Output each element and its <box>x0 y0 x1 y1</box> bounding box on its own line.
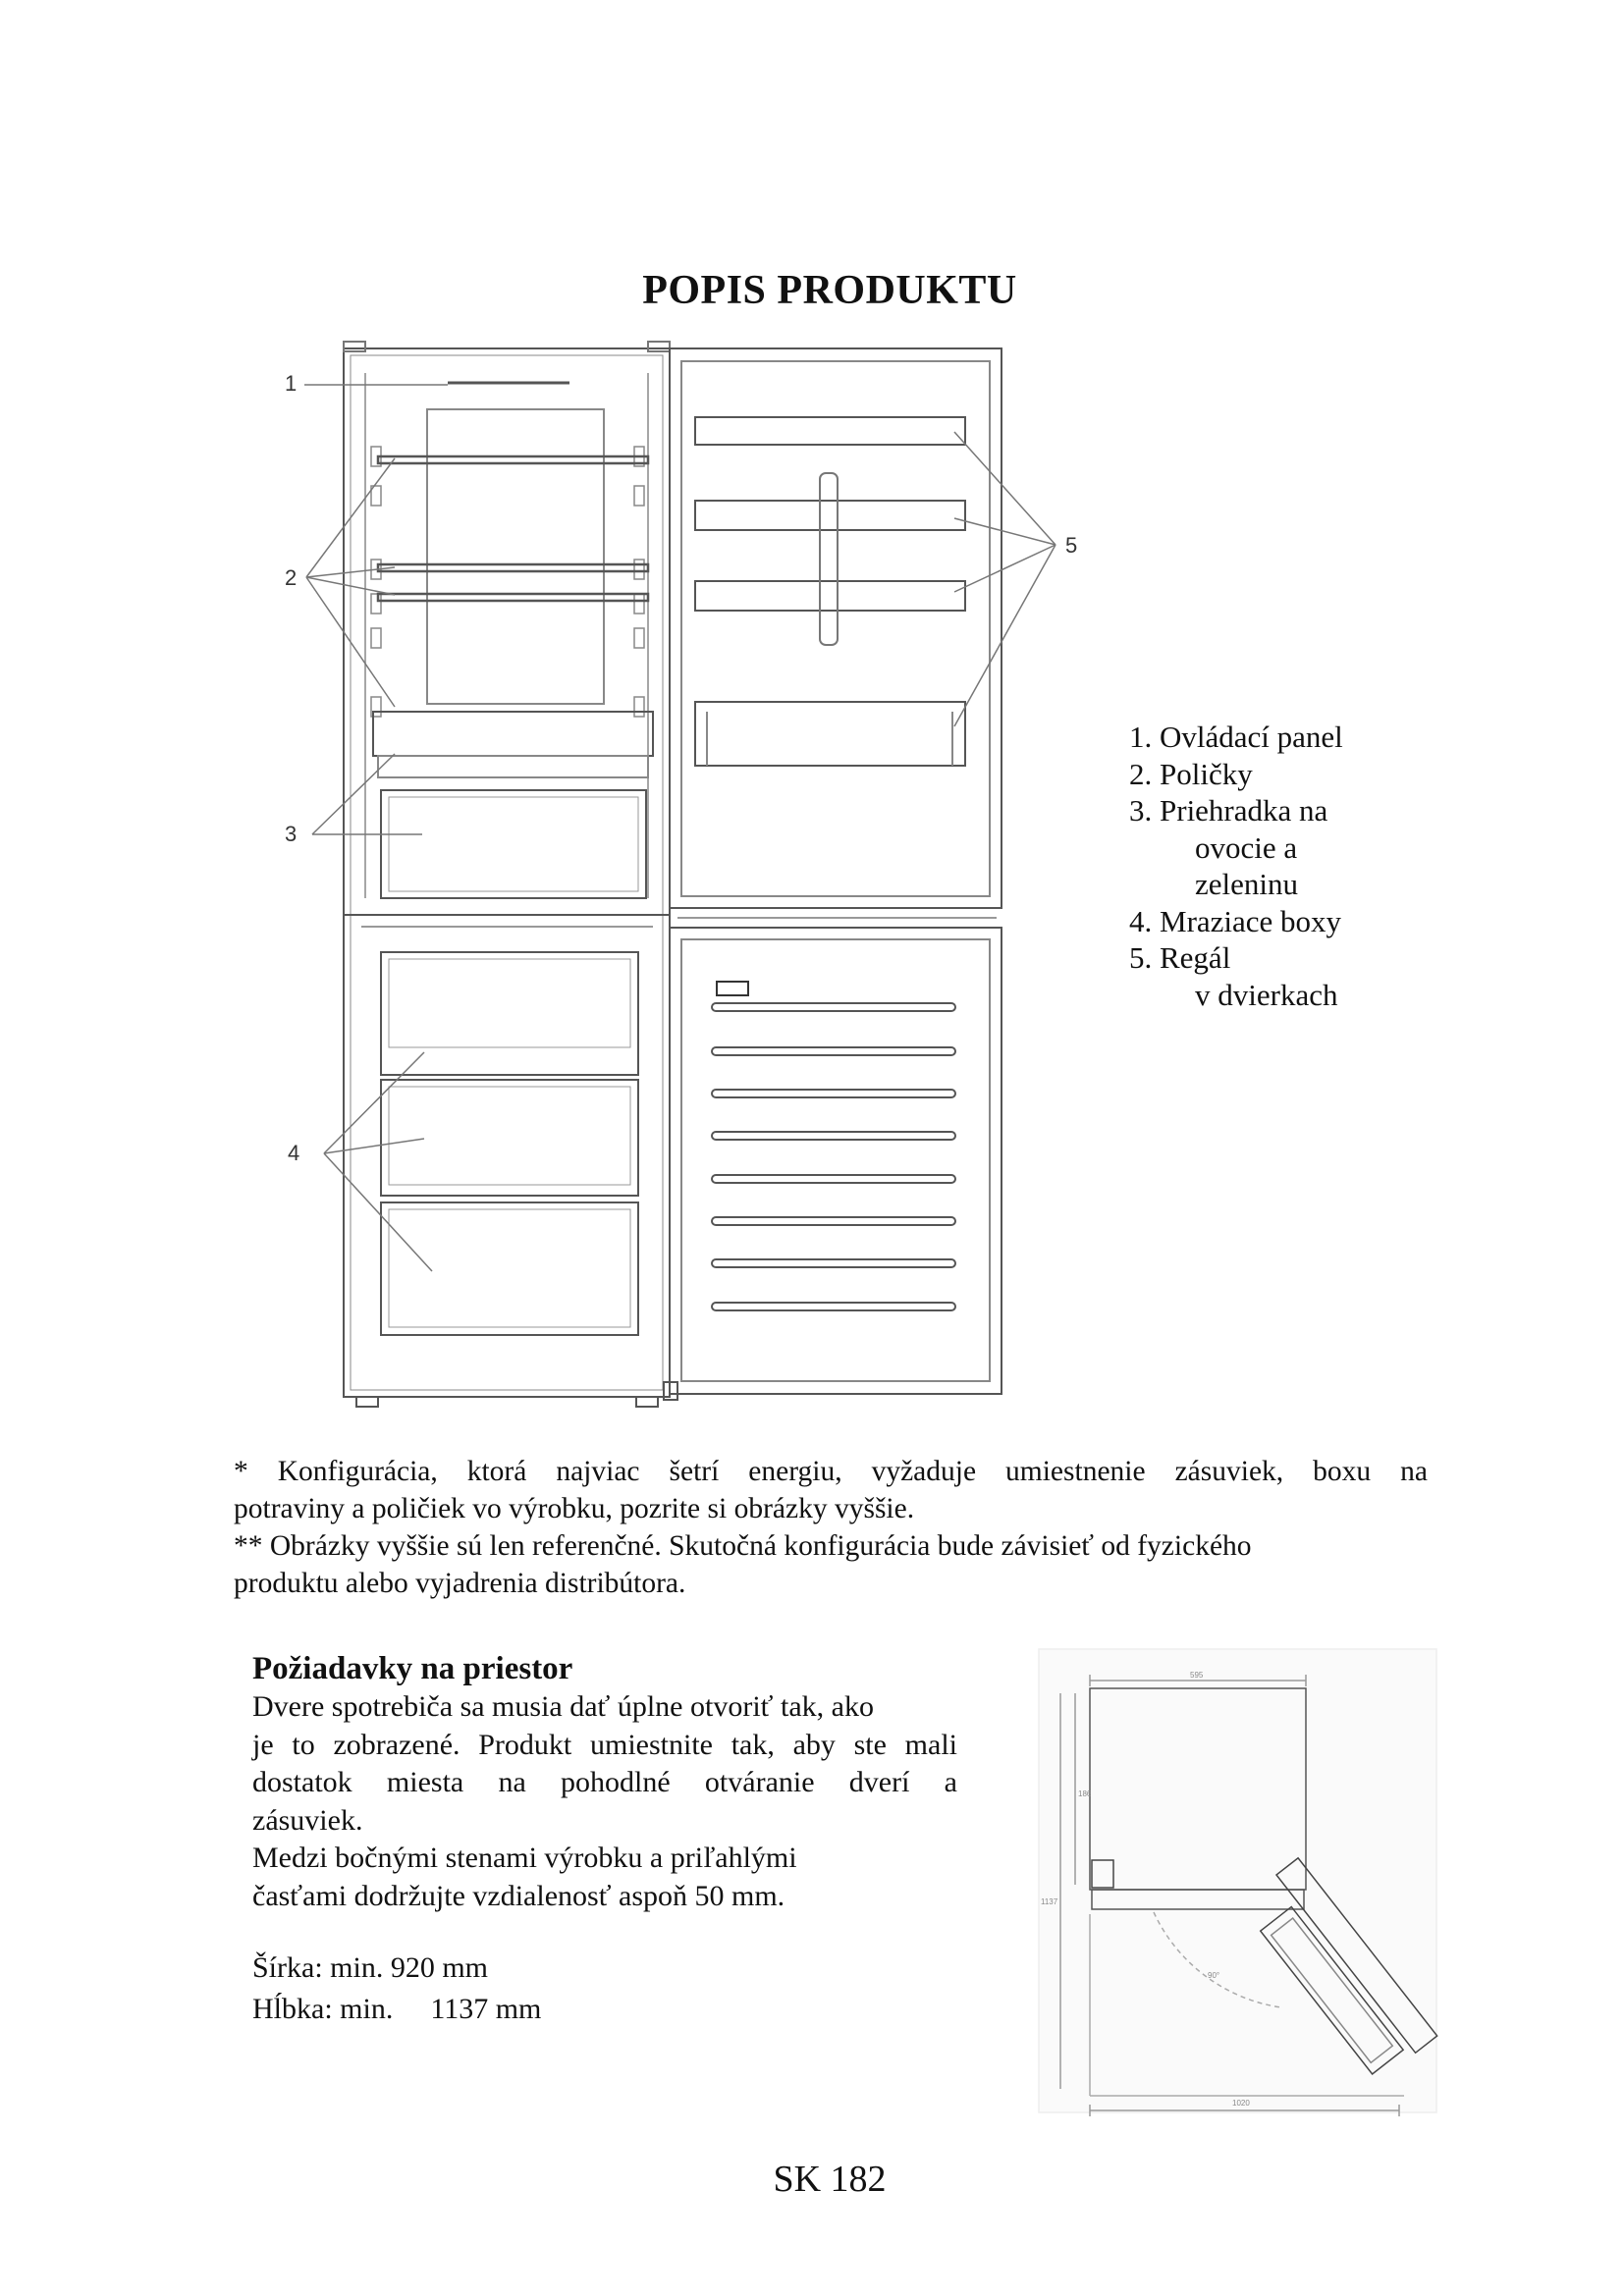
depth-value: 1137 mm <box>430 1993 542 2025</box>
note-line: potraviny a poličiek vo výrobku, pozrite si obrázky vyššie. <box>234 1493 915 1524</box>
legend-item: 4. Mraziace boxy <box>1129 903 1342 938</box>
note-line: * Konfigurácia, ktorá najviac šetrí energiu, vyžaduje umiestnenie zásuviek, boxu na <box>234 1456 1428 1487</box>
space-diagram <box>1006 1639 1448 2130</box>
body-line: je to zobrazené. Produkt umiestnite tak, aby ste mali <box>252 1728 957 1761</box>
body-line: zásuviek. <box>252 1803 363 1837</box>
dim-height-label: 1137 <box>1041 1897 1058 1906</box>
fridge-diagram <box>265 329 1100 1428</box>
callout-4: 4 <box>288 1141 300 1165</box>
callout-leaders <box>304 385 1056 1271</box>
fridge-door <box>664 348 1001 1400</box>
callout-2: 2 <box>285 565 298 590</box>
body-line: Medzi bočnými stenami výrobku a priľahlými <box>252 1842 797 1874</box>
configuration-notes <box>234 1453 1428 1602</box>
legend-item-continued: v dvierkach <box>1195 977 1338 1012</box>
legend-item: 1. Ovládací panel <box>1129 720 1343 754</box>
page-title: POPIS PRODUKTU <box>642 268 1017 313</box>
page-number: SK 182 <box>773 2159 887 2200</box>
legend-item: 3. Priehradka na <box>1129 793 1328 828</box>
note-line: ** Obrázky vyššie sú len referenčné. Skutočná konfigurácia bude závisieť od fyzického <box>234 1530 1252 1562</box>
callout-5: 5 <box>1065 533 1078 558</box>
legend-item: 2. Poličky <box>1129 756 1253 791</box>
dim-bottom-label: 1020 <box>1232 2099 1250 2108</box>
note-line: produktu alebo vyjadrenia distribútora. <box>234 1568 686 1599</box>
legend-item: 5. Regál <box>1129 940 1231 975</box>
legend-item-continued: zeleninu <box>1195 867 1299 901</box>
body-line: časťami dodržujte vzdialenosť aspoň 50 mm. <box>252 1879 785 1912</box>
dim-inner-label: 186 <box>1078 1789 1092 1798</box>
callout-3: 3 <box>285 822 298 846</box>
fridge-cabinet <box>344 342 670 1407</box>
body-line: Dvere spotrebiča sa musia dať úplne otvoriť tak, ako <box>252 1690 874 1723</box>
width-requirement: Šírka: min. 920 mm <box>252 1951 488 1984</box>
depth-label: Hĺbka: min. <box>252 1993 394 2025</box>
depth-requirement <box>252 1989 541 2030</box>
legend-item-continued: ovocie a <box>1195 829 1298 865</box>
dim-top-label: 595 <box>1190 1671 1204 1680</box>
section-heading: Požiadavky na priestor <box>252 1651 573 1686</box>
callout-1: 1 <box>285 371 298 396</box>
body-line: dostatok miesta na pohodlné otváranie dverí a <box>252 1766 957 1798</box>
parts-legend <box>1129 719 1343 1013</box>
dim-angle-label: 90° <box>1208 1971 1220 1980</box>
minimum-dimensions <box>252 1948 541 2030</box>
space-requirements <box>252 1649 957 1915</box>
